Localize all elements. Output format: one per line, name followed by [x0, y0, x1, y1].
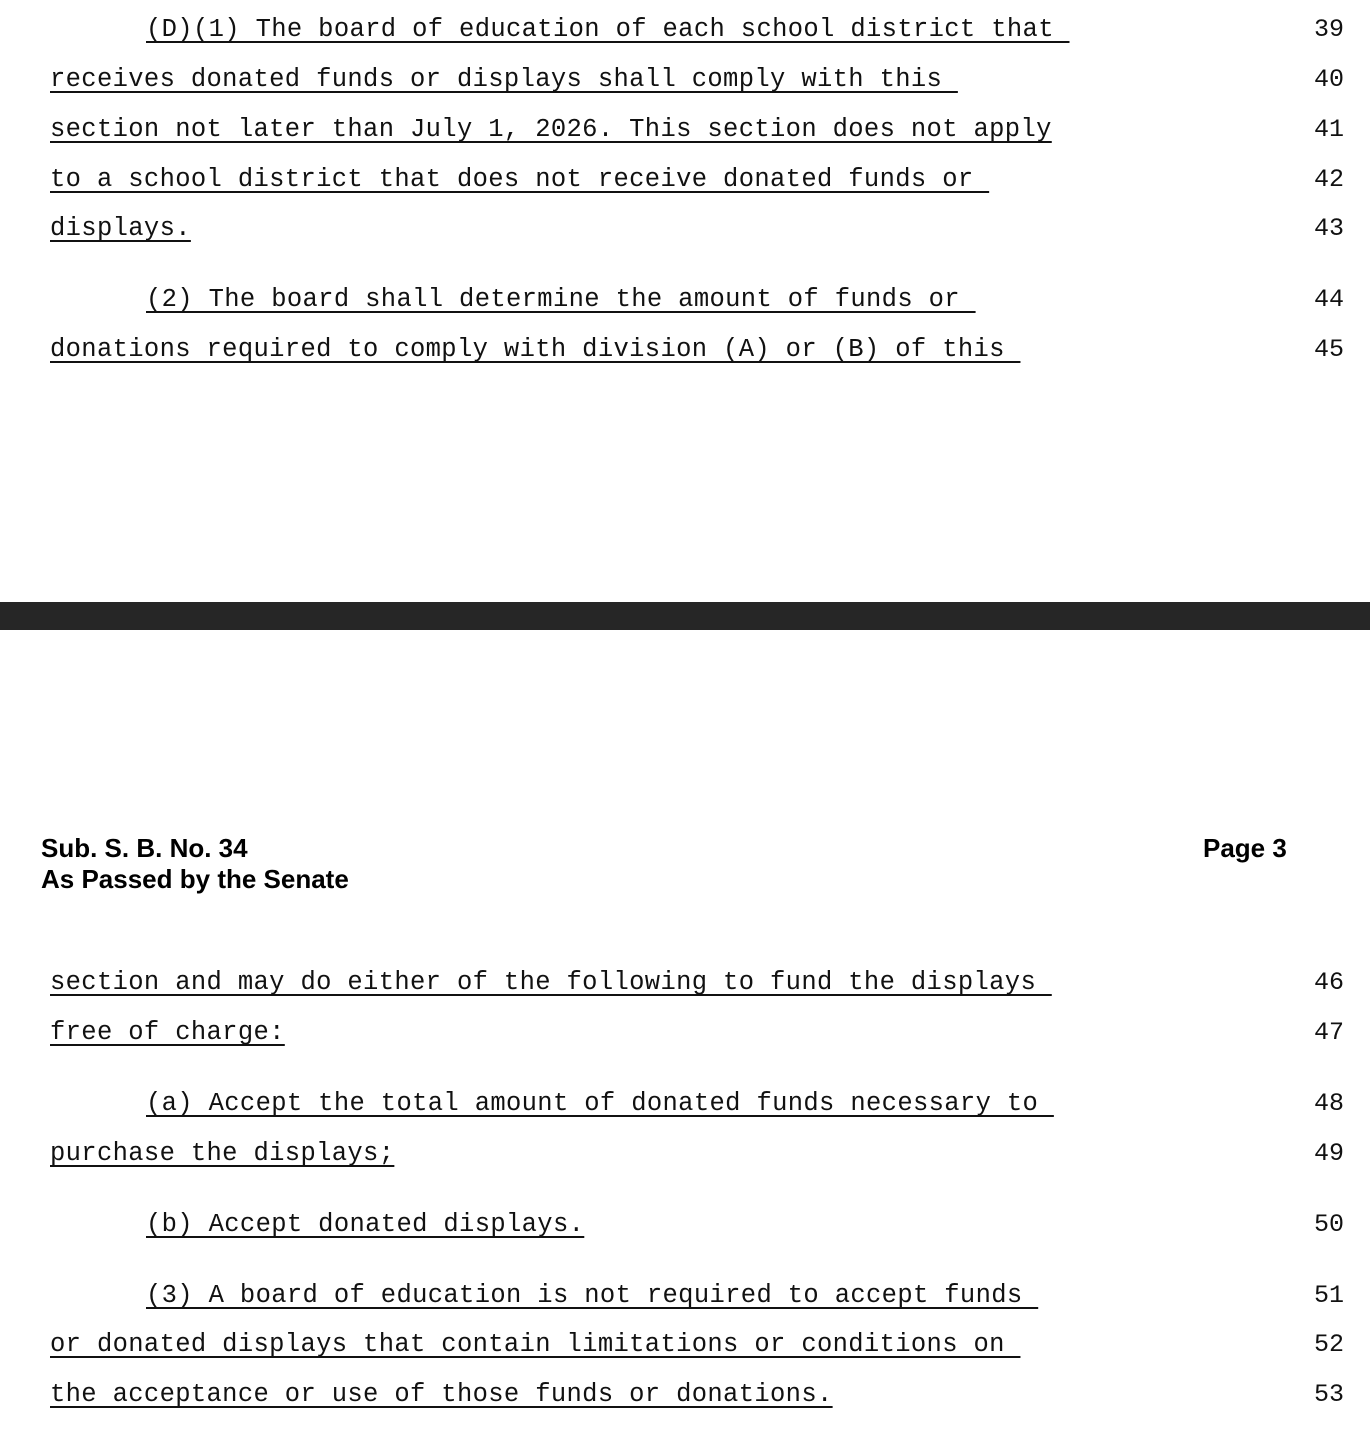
bill-line: purchase the displays; [50, 1139, 395, 1168]
line-number: 51 [1313, 1281, 1344, 1310]
line-number: 48 [1313, 1089, 1344, 1118]
line-number: 42 [1313, 165, 1344, 194]
bill-number: Sub. S. B. No. 34 [41, 833, 248, 863]
line-number: 52 [1313, 1330, 1344, 1359]
line-number: 45 [1313, 335, 1344, 364]
line-number: 43 [1313, 214, 1344, 243]
bill-line: (a) Accept the total amount of donated funds necessary to [146, 1089, 1054, 1118]
bill-line: section and may do either of the following to fund the displays [50, 968, 1052, 997]
line-number: 53 [1313, 1380, 1344, 1409]
line-number: 46 [1313, 968, 1344, 997]
bill-line: (b) Accept donated displays. [146, 1210, 585, 1239]
line-number: 47 [1313, 1018, 1344, 1047]
line-number: 44 [1313, 285, 1344, 314]
bill-line: receives donated funds or displays shall comply with this [50, 65, 958, 94]
line-number: 39 [1313, 15, 1344, 44]
page-header [41, 833, 349, 895]
bill-status: As Passed by the Senate [41, 864, 349, 894]
bill-line: section not later than July 1, 2026. This section does not apply [50, 115, 1052, 144]
line-number: 49 [1313, 1139, 1344, 1168]
line-number: 50 [1313, 1210, 1344, 1239]
bill-line: displays. [50, 214, 191, 243]
bill-line: free of charge: [50, 1018, 285, 1047]
bill-line: (3) A board of education is not required to accept funds [146, 1281, 1039, 1310]
page-number: Page 3 [1203, 833, 1287, 863]
bill-line: (D)(1) The board of education of each school district that [146, 15, 1070, 44]
bill-line: (2) The board shall determine the amount of funds or [146, 285, 976, 314]
line-number: 41 [1313, 115, 1344, 144]
bill-line: donations required to comply with division (A) or (B) of this [50, 335, 1021, 364]
line-number: 40 [1313, 65, 1344, 94]
bill-line: to a school district that does not receive donated funds or [50, 165, 990, 194]
bill-line: or donated displays that contain limitations or conditions on [50, 1330, 1021, 1359]
page-break-divider [0, 602, 1370, 630]
bill-line: the acceptance or use of those funds or donations. [50, 1380, 833, 1409]
